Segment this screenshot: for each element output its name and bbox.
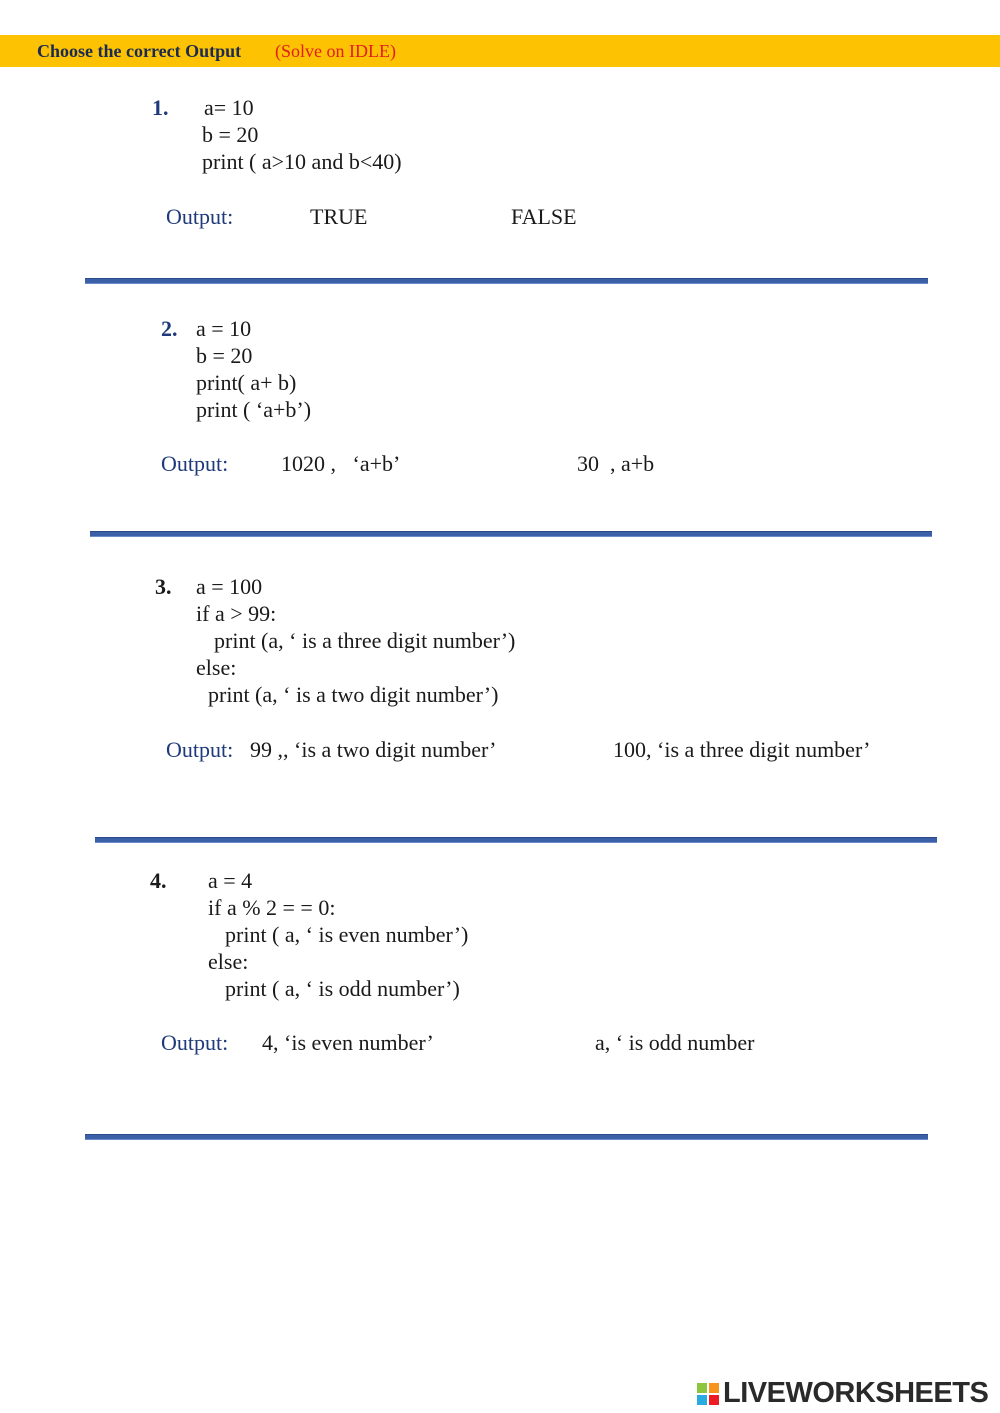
logo-wordmark: LIVEWORKSHEETS [723, 1377, 989, 1409]
question-number: 1. [152, 95, 169, 120]
code-line: print ( ‘a+b’) [196, 397, 312, 422]
code-line: b = 20 [196, 343, 253, 368]
code-line: print (a, ‘ is a three digit number’) [214, 628, 516, 653]
question-number: 4. [150, 868, 167, 893]
code-line: a = 4 [208, 868, 253, 893]
output-label: Output: [161, 451, 229, 476]
code-line: a = 100 [196, 574, 263, 599]
divider [85, 278, 928, 284]
divider [90, 531, 932, 537]
output-label: Output: [166, 737, 234, 762]
code-line: if a > 99: [196, 601, 277, 626]
answer-option-2[interactable]: FALSE [511, 204, 577, 229]
code-line: print (a, ‘ is a two digit number’) [208, 682, 499, 707]
liveworksheets-logo [697, 1377, 993, 1411]
answer-option-1[interactable]: 99 ,, ‘is a two digit number’ [250, 737, 497, 762]
output-label: Output: [166, 204, 234, 229]
code-line: print ( a, ‘ is odd number’) [225, 976, 460, 1001]
code-line: print( a+ b) [196, 370, 297, 395]
divider [85, 1134, 928, 1140]
answer-option-2[interactable]: a, ‘ is odd number [595, 1030, 755, 1055]
code-line: else: [196, 655, 237, 680]
question-number: 2. [161, 316, 178, 341]
code-line: a= 10 [204, 95, 254, 120]
answer-option-1[interactable]: 1020 , ‘a+b’ [281, 451, 401, 476]
code-line: if a % 2 = = 0: [208, 895, 336, 920]
output-label: Output: [161, 1030, 229, 1055]
code-line: print ( a>10 and b<40) [202, 149, 402, 174]
logo-icon [697, 1383, 719, 1405]
answer-option-1[interactable]: TRUE [310, 204, 368, 229]
worksheet-title: Choose the correct Output [37, 41, 242, 61]
code-line: b = 20 [202, 122, 259, 147]
header-banner [0, 35, 1000, 67]
worksheet-subtitle: (Solve on IDLE) [275, 41, 396, 61]
question-number: 3. [155, 574, 172, 599]
code-line: a = 10 [196, 316, 252, 341]
divider [95, 837, 937, 843]
answer-option-2[interactable]: 100, ‘is a three digit number’ [613, 737, 871, 762]
code-line: else: [208, 949, 249, 974]
answer-option-2[interactable]: 30 , a+b [577, 451, 655, 476]
code-line: print ( a, ‘ is even number’) [225, 922, 469, 947]
answer-option-1[interactable]: 4, ‘is even number’ [262, 1030, 434, 1055]
